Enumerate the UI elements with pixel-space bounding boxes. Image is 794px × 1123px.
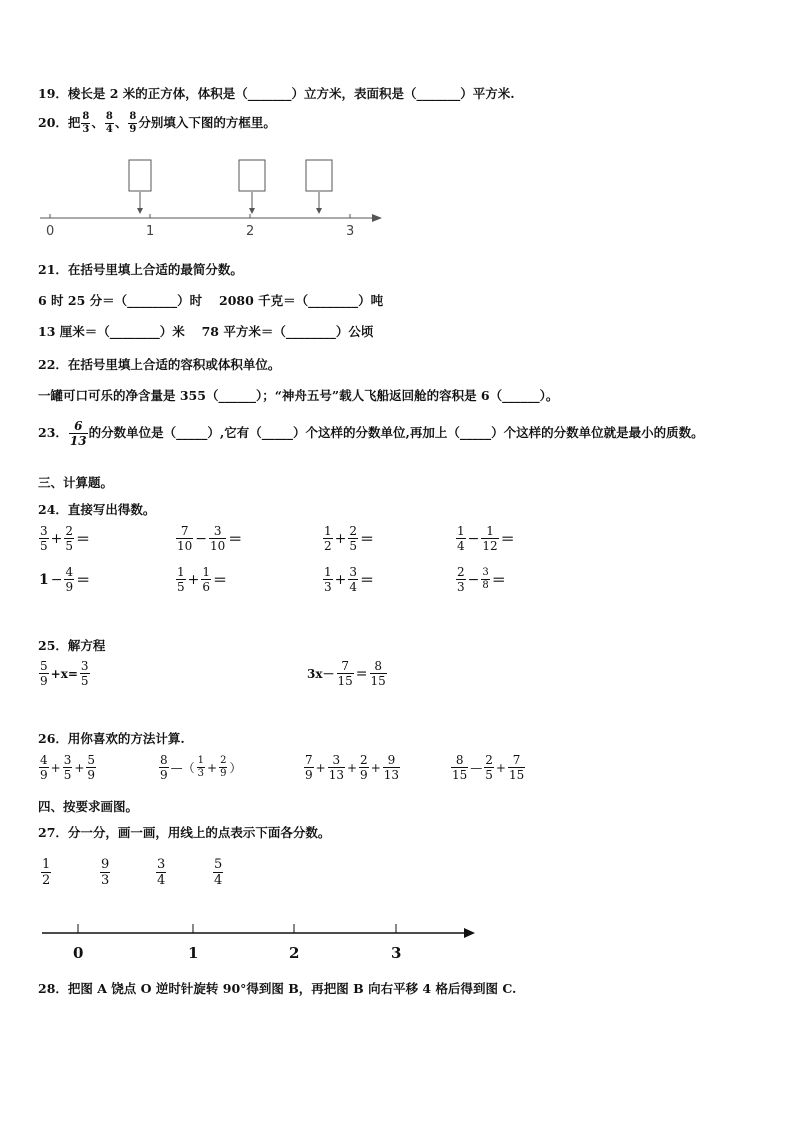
fraction: $\frac{8}{4}$ (105, 111, 113, 135)
equals-sign: ＝ (491, 572, 506, 589)
equals-sign: ＝ (76, 531, 91, 548)
separator: 、 (91, 115, 104, 130)
fraction: $\frac{1}{3}$ (197, 755, 205, 779)
whole-number: 1 (39, 571, 49, 588)
fraction: $\frac{8}{15}$ (370, 659, 386, 688)
expression-2 (158, 754, 242, 781)
expression-3 (303, 754, 401, 781)
axis-label-2: 2 (246, 224, 255, 239)
question-20 (38, 112, 276, 135)
fraction: $\frac{1}{5}$ (177, 565, 185, 594)
operator: ） (229, 761, 242, 775)
operator: − (50, 571, 63, 588)
fraction: $\frac{8}{9}$ (129, 111, 137, 135)
fraction: $\frac{3}{4}$ (157, 857, 166, 888)
fraction: $\frac{3}{13}$ (328, 753, 344, 782)
q27-fraction-3 (155, 858, 167, 887)
operator: + (187, 571, 200, 588)
axis-arrow (464, 928, 475, 938)
equals-sign: ＝ (500, 531, 515, 548)
question-22-title: 22．在括号里填上合适的容积或体积单位。 (38, 357, 281, 372)
operator: + (50, 760, 61, 775)
q24-item (175, 525, 243, 552)
operator: + (74, 760, 85, 775)
axis-label-3: 3 (391, 944, 402, 962)
fraction: $\frac{5}{9}$ (40, 659, 48, 688)
axis-label-2: 2 (289, 944, 300, 962)
q20-number-line (36, 150, 396, 246)
fraction: $\frac{2}{9}$ (360, 753, 368, 782)
q27-fraction-4 (212, 858, 224, 887)
question-number: 23． (38, 425, 68, 440)
q24-item (455, 566, 507, 593)
fraction: $\frac{8}{15}$ (452, 753, 468, 782)
equation-2 (306, 660, 388, 687)
fraction: $\frac{2}{5}$ (485, 753, 493, 782)
operator: + (315, 760, 326, 775)
q24-item (175, 566, 228, 593)
q27-fraction-2 (99, 858, 111, 887)
axis-label-0: 0 (46, 224, 55, 239)
axis-label-1: 1 (188, 944, 199, 962)
operator: + (334, 530, 347, 547)
fraction: $\frac{2}{3}$ (457, 565, 465, 594)
fraction: $\frac{2}{5}$ (65, 524, 74, 553)
question-24-title: 24．直接写出得数。 (38, 502, 156, 517)
fraction: $\frac{3}{8}$ (482, 567, 489, 591)
q20-suffix: 分别填入下图的方框里。 (138, 115, 276, 130)
q24-item (38, 525, 91, 552)
q27-fraction-1 (40, 858, 52, 887)
arrowhead (137, 208, 143, 214)
question-23-text: 的分数单位是（_____）,它有（_____）个这样的分数单位,再加上（_____）个这样的分数单位就是最小的质数。 (88, 425, 704, 440)
fraction: $\frac{3}{5}$ (40, 524, 48, 553)
operator: − (195, 530, 208, 547)
fraction: $\frac{1}{4}$ (457, 524, 465, 553)
section-4-heading: 四、按要求画图。 (38, 799, 139, 814)
question-27-title: 27．分一分，画一画，用线上的点表示下面各分数。 (38, 825, 331, 840)
fraction: $\frac{7}{15}$ (508, 753, 525, 782)
axis-label-3: 3 (346, 224, 355, 239)
answer-box[interactable] (129, 160, 151, 191)
q20-number-line-svg (36, 150, 396, 246)
fraction: $\frac{4}{9}$ (40, 753, 48, 782)
fraction: $\frac{1}{2}$ (42, 857, 51, 888)
operator: + (207, 760, 218, 775)
operator: + (346, 760, 358, 775)
q24-item (322, 525, 375, 552)
question-26-title: 26．用你喜欢的方法计算. (38, 731, 185, 746)
fraction: $\frac{2}{5}$ (349, 524, 358, 553)
equals-sign: ＝ (228, 531, 243, 548)
axis-label-1: 1 (146, 224, 155, 239)
q27-number-line (38, 918, 478, 968)
q24-item (455, 525, 516, 552)
separator: 、 (114, 115, 128, 130)
operator: − (467, 571, 480, 588)
q20-prefix: 20．把 (38, 115, 81, 130)
question-25-title: 25．解方程 (38, 638, 106, 653)
fraction: $\frac{5}{9}$ (87, 753, 96, 782)
fraction: $\frac{1}{12}$ (482, 524, 498, 553)
operator: + (50, 530, 63, 547)
fraction: $\frac{9}{13}$ (383, 753, 400, 782)
operator: — (470, 760, 483, 775)
question-21-row1: 6 时 25 分＝（________）时 2080 千克＝（________）吨 (38, 293, 384, 308)
fraction: $\frac{4}{9}$ (65, 565, 74, 594)
question-21-title: 21．在括号里填上合适的最简分数。 (38, 262, 243, 277)
operator: 3x－ (307, 667, 335, 681)
expression-1 (38, 754, 97, 781)
fraction: $\frac{8}{3}$ (82, 111, 90, 135)
fraction: $\frac{5}{4}$ (214, 857, 223, 888)
fraction: $\frac{3}{5}$ (63, 753, 72, 782)
arrowhead (249, 208, 255, 214)
axis-label-0: 0 (73, 944, 84, 962)
question-28: 28．把图 A 饶点 O 逆时针旋转 90°得到图 B，再把图 B 向右平移 4 格后得到图 C. (38, 981, 517, 996)
fraction: $\frac{3}{4}$ (349, 565, 358, 594)
fraction: $\frac{7}{10}$ (177, 524, 193, 553)
q24-item (38, 566, 91, 593)
equation-1 (38, 660, 91, 687)
equals-sign: ＝ (360, 572, 375, 589)
operator: —（ (170, 761, 195, 775)
answer-box[interactable] (239, 160, 265, 191)
question-22-row: 一罐可口可乐的净含量是 355（______）；“神舟五号”载人飞船返回舱的容积是 6（______）。 (38, 388, 559, 403)
fraction: $\frac{6}{13}$ (69, 419, 87, 448)
fraction: $\frac{1}{2}$ (324, 524, 332, 553)
expression-4 (450, 754, 526, 781)
operator: + (495, 760, 506, 775)
question-19: 19．棱长是 2 米的正方体，体积是（_______）立方米，表面积是（_______）平方米. (38, 86, 515, 101)
operator: + (334, 571, 347, 588)
operator: = (355, 665, 368, 682)
operator: + (370, 760, 381, 775)
fraction: $\frac{3}{5}$ (80, 659, 89, 688)
fraction: $\frac{9}{3}$ (101, 857, 110, 888)
question-23 (38, 420, 704, 447)
section-3-heading: 三、计算题。 (38, 475, 114, 490)
axis-arrow (372, 214, 382, 222)
fraction: $\frac{1}{6}$ (202, 565, 211, 594)
equals-sign: ＝ (76, 572, 91, 589)
question-21-row2: 13 厘米＝（________）米 78 平方米＝（________）公顷 (38, 324, 374, 339)
fraction: $\frac{8}{9}$ (160, 753, 168, 782)
fraction: $\frac{7}{9}$ (305, 753, 313, 782)
fraction: $\frac{1}{3}$ (324, 565, 332, 594)
fraction: $\frac{2}{9}$ (220, 755, 227, 779)
fraction: $\frac{3}{10}$ (210, 524, 226, 553)
equals-sign: ＝ (213, 572, 228, 589)
answer-box[interactable] (306, 160, 332, 191)
operator: +x= (50, 666, 78, 681)
arrowhead (316, 208, 322, 214)
q27-number-line-svg[interactable] (38, 918, 478, 942)
fraction: $\frac{7}{15}$ (337, 659, 353, 688)
operator: − (467, 530, 480, 547)
q24-item (322, 566, 375, 593)
equals-sign: ＝ (360, 531, 375, 548)
